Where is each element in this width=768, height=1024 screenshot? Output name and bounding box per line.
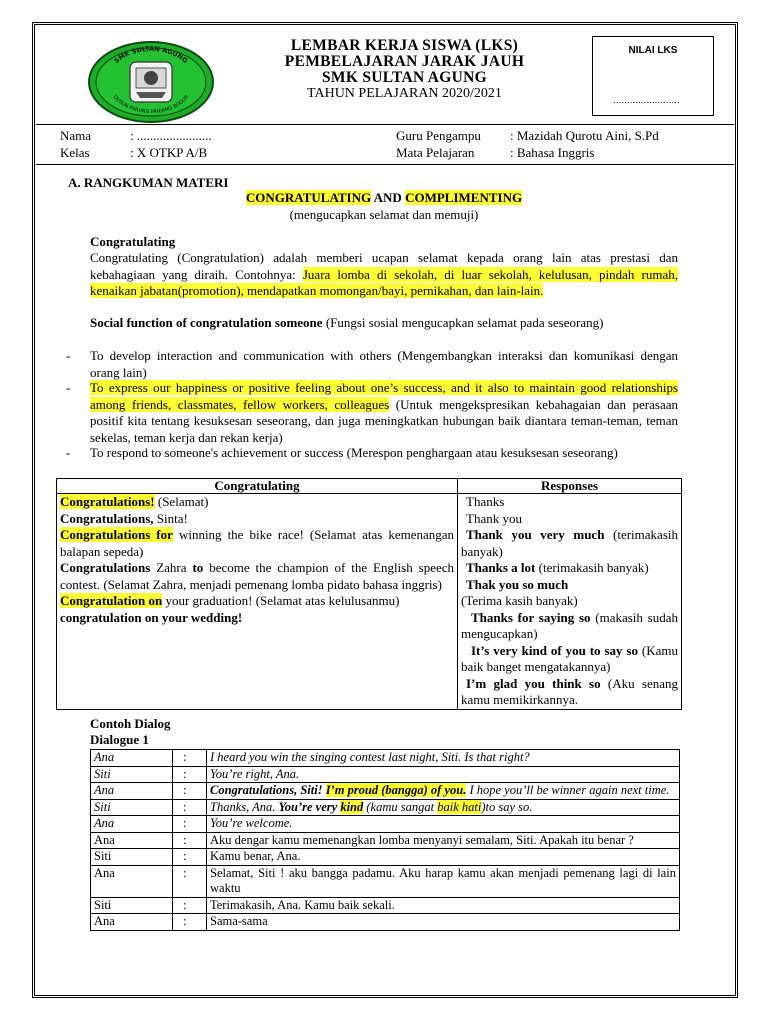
logo-top-text: SMK SULTAN AGUNG [112,44,190,65]
separator: : [173,897,207,914]
translation: (Terima kasih banyak) [461,593,578,608]
line-text: Sama-sama [207,914,680,931]
teacher-label: Guru Pengampu [396,128,481,143]
bullet-item [90,445,678,462]
definition-paragraph [90,250,678,300]
table-row [57,494,682,710]
line-text [207,783,680,800]
speaker: Siti [91,897,173,914]
line-highlight: baik hati [437,799,482,814]
speaker: Siti [91,766,173,783]
separator: : [173,849,207,866]
bullet-dash: - [66,380,71,395]
social-function-text: (Fungsi sosial mengucapkan selamat pada seseorang) [322,315,604,330]
table-row [91,914,680,931]
dialog-title: Dialogue 1 [90,732,149,747]
divider [36,164,734,165]
translation: your graduation! (Selamat atas kelulusanmu) [162,593,400,608]
table-row [91,783,680,800]
separator: : [173,832,207,849]
dialog-heading: Contoh Dialog [90,716,171,731]
speaker: Siti [91,799,173,816]
column-header: Responses [458,479,682,494]
translation: winning the bike race! (Selamat atas kemenangan balapan sepeda) [60,527,455,559]
line-text: I heard you win the singing contest last night, Siti. Is that right? [207,750,680,767]
table-header-row [57,479,682,494]
table-row [91,766,680,783]
section-heading: A. RANGKUMAN MATERI [68,175,229,190]
translation: Sinta! [153,510,188,526]
score-box [592,36,714,116]
table-row [91,897,680,914]
line-rest: I hope you’ll be winner again next time. [466,783,670,797]
response: I’m glad you think so [466,675,601,691]
bullet-text: To respond to someone's achievement or success (Merespon penghargaan atau kesuksesan seseorang) [90,445,618,460]
subject-label: Mata Pelajaran [396,145,475,160]
expression: Congratulations, [60,510,154,526]
translation: (terimakasih banyak) [535,560,649,575]
topic-b: COMPLIMENTING [405,190,523,205]
column-header: Congratulating [57,479,458,494]
responses-cell [458,494,682,710]
line-highlight: kind [340,799,364,814]
table-row [91,816,680,833]
line-text: Kamu benar, Ana. [207,849,680,866]
table-row [91,849,680,866]
speaker: Ana [91,914,173,931]
separator: : [173,799,207,816]
line-text: You’re right, Ana. [207,766,680,783]
expressions-table [56,478,682,710]
class-value: : X OTKP A/B [130,145,208,160]
speaker: Ana [91,832,173,849]
speaker: Ana [91,816,173,833]
line-text [207,799,680,816]
topic-a: CONGRATULATING [245,190,372,205]
table-row [91,832,680,849]
subject-value: : Bahasa Inggris [510,145,595,160]
separator: : [173,816,207,833]
dialogue-table [90,749,680,931]
bullet-item [90,348,678,381]
separator: : [173,750,207,767]
topic-and: AND [371,190,406,205]
separator: : [173,783,207,800]
school-year: TAHUN PELAJARAN 2020/2021 [307,86,502,101]
name-label: Nama [60,128,92,143]
congratulating-cell [57,494,458,710]
line-text: Selamat, Siti ! aku bangga padamu. Aku harap kamu akan menjadi pemenang lagi di lain waktu [207,865,680,897]
line-text: Terimakasih, Ana. Kamu baik sekali. [207,897,680,914]
topic-title [0,190,768,207]
score-label: NILAI LKS [628,45,678,56]
class-label: Kelas [60,145,90,160]
bullet-dash: - [66,445,71,460]
separator: : [173,865,207,897]
speaker: Siti [91,849,173,866]
table-row [91,750,680,767]
translation: (Kamu baik banget mengatakannya) [461,642,678,674]
line-text: You’re welcome. [207,816,680,833]
logo-bottom-text: DUSUN PARUNG PANJANG BOGOR [111,94,191,116]
line-bold: Congratulations, Siti! [210,783,323,797]
topic-subtitle: (mengucapkan selamat dan memuji) [289,207,479,222]
social-function-paragraph [90,315,678,332]
expression: Congratulations! [60,494,155,509]
speaker: Ana [91,750,173,767]
response: Thank you very much [466,527,605,542]
translation: (makasih sudah mengucapkan) [461,609,679,641]
definition-examples: Juara lomba di sekolah, di luar sekolah, kelulusan, pindah rumah, kenaikan jabatan(promotion), mendapatkan momongan/bayi, pernikahan, dan lain-lain. [90,266,678,298]
line-highlight: I’m proud (bangga) of you. [325,783,467,797]
response: Thanks a lot [466,560,536,575]
table-row [91,865,680,897]
bullet-highlight: To express our happiness or positive feeling about one’s success, and it also to maintain good relationships among friends, classmates, fellow workers, colleagues [90,380,678,412]
score-blank: ........................ [613,95,680,106]
definition-text: Congratulating (Congratulation) adalah memberi ucapan selamat kepada orang lain atas prestasi dan kebahagiaan yang diraih. Contohnya: [90,250,678,282]
separator: : [173,914,207,931]
bullet-item [90,380,678,446]
teacher-value: : Mazidah Qurotu Aini, S.Pd [510,128,659,143]
line-part: (kamu sangat [363,799,438,814]
translation: become the champion of the English speech contest. (Selamat Zahra, menjadi pemenang lomba pidato bahasa inggris) [60,560,455,592]
translation: (Selamat) [154,494,209,509]
line-text: Aku dengar kamu memenangkan lomba menyanyi semalam, Siti. Apakah itu benar ? [207,832,680,849]
expression: to [192,560,204,575]
title-line-1: LEMBAR KERJA SISWA (LKS) [290,37,519,54]
response: Thak you so much [466,576,569,592]
divider [36,124,734,125]
response: Thanks for saying so [471,609,591,625]
expression: Congratulations for [60,527,173,542]
name-value: : ....................... [130,128,212,143]
title-line-3: SMK SULTAN AGUNG [322,69,487,86]
line-bold: You’re very [278,799,341,814]
response: It’s very kind of you to say so [471,642,638,658]
school-logo [86,40,216,124]
separator: : [173,766,207,783]
bullet-text: To develop interaction and communication with others (Mengembangkan interaksi dan komunikasi dengan orang lain) [90,348,678,380]
sub-heading: Congratulating [90,234,176,249]
line-part: )to say so. [481,799,533,814]
table-row [91,799,680,816]
expression: Congratulation on [60,593,163,608]
response: Thank you [466,510,522,526]
speaker: Ana [91,783,173,800]
bullet-text: (Untuk mengekspresikan kebahagaian dan perasaan positif kita tentang kesuksesan seseorang, dan juga meningkatkan hubungan baik diantara teman-teman, teman sekelas, teman kerja dan rekan kerja) [90,396,678,445]
line-part: Thanks, Ana. [210,799,279,814]
translation: Zahra [150,560,193,575]
expression: Congratulations [60,560,151,575]
bullet-dash: - [66,348,71,363]
social-function-heading: Social function of congratulation someone [90,315,323,330]
response: Thanks [466,494,505,509]
translation: (Aku senang kamu memikirkannya. [461,675,678,707]
expression: congratulation on your wedding! [60,609,243,625]
translation: (terimakasih banyak) [461,527,678,559]
title-line-2: PEMBELAJARAN JARAK JAUH [284,53,525,70]
speaker: Ana [91,865,173,897]
